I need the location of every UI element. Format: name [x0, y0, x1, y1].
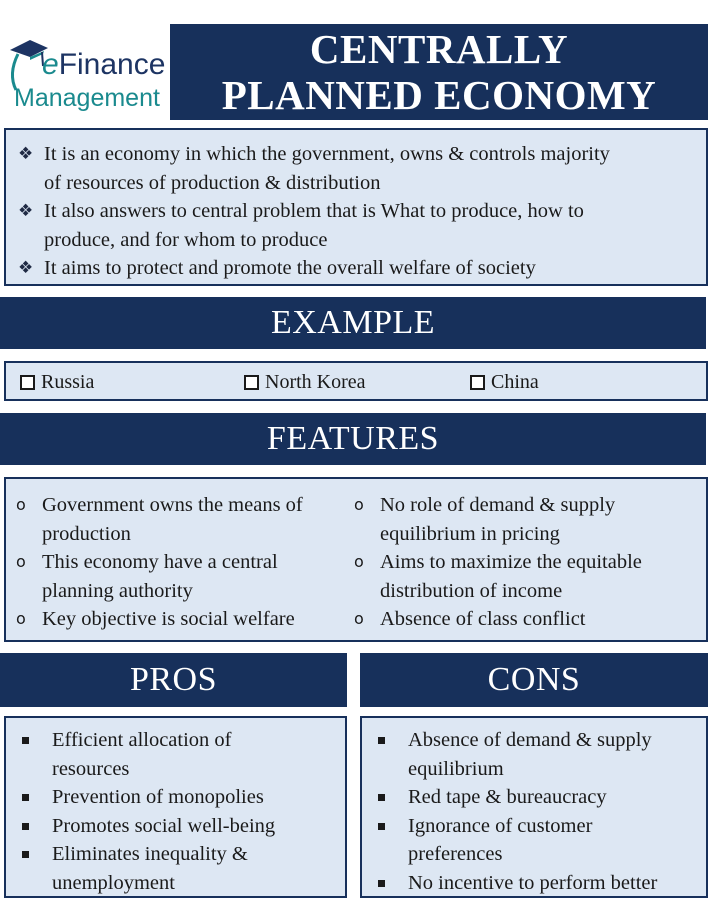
- diamond-bullet-icon: ❖: [18, 201, 34, 221]
- feature-item: o Aims to maximize the equitable distribution of income: [354, 548, 706, 605]
- features-left-column: [16, 491, 356, 634]
- square-bullet-icon: [22, 823, 29, 830]
- square-bullet-icon: [378, 737, 385, 744]
- square-bullet-icon: [378, 823, 385, 830]
- pros-panel: [4, 716, 347, 898]
- pros-item: Eliminates inequality & unemployment: [6, 840, 345, 897]
- cons-item: No incentive to perform better: [362, 869, 706, 898]
- brand-logo: [4, 22, 164, 122]
- feature-item: o Key objective is social welfare: [16, 605, 356, 634]
- feature-item: o This economy have a central planning authority: [16, 548, 356, 605]
- definition-item: ❖ It aims to protect and promote the overall welfare of society: [18, 254, 694, 283]
- diamond-bullet-icon: ❖: [18, 144, 34, 164]
- square-bullet-icon: [378, 880, 385, 887]
- example-panel: [4, 361, 708, 401]
- feature-item: o No role of demand & supply equilibrium in pricing: [354, 491, 706, 548]
- cons-item: Red tape & bureaucracy: [362, 783, 706, 812]
- pros-item: Efficient allocation of resources: [6, 726, 345, 783]
- cons-heading: CONS: [360, 653, 708, 707]
- definition-item: ❖ It is an economy in which the government, owns & controls majority of resources of production & distribution: [18, 140, 694, 197]
- circle-bullet-icon: o: [16, 552, 26, 571]
- page-title: [170, 24, 708, 120]
- circle-bullet-icon: o: [354, 552, 364, 571]
- circle-bullet-icon: o: [354, 609, 364, 628]
- checkbox-icon: [470, 375, 485, 390]
- features-right-column: [354, 491, 706, 634]
- square-bullet-icon: [22, 737, 29, 744]
- title-line-1: CENTRALLY: [309, 26, 569, 72]
- features-panel: [4, 477, 708, 642]
- features-heading: FEATURES: [0, 413, 706, 465]
- definition-panel: [4, 128, 708, 286]
- pros-item: Prevention of monopolies: [6, 783, 345, 812]
- pros-heading: PROS: [0, 653, 347, 707]
- example-heading: EXAMPLE: [0, 297, 706, 349]
- feature-item: o Absence of class conflict: [354, 605, 706, 634]
- title-line-2: PLANNED ECONOMY: [221, 72, 657, 118]
- example-item: Russia: [20, 371, 94, 394]
- circle-bullet-icon: o: [354, 495, 364, 514]
- checkbox-icon: [20, 375, 35, 390]
- square-bullet-icon: [22, 851, 29, 858]
- checkbox-icon: [244, 375, 259, 390]
- feature-item: o Government owns the means of production: [16, 491, 356, 548]
- brand-name-line1: eFinance: [42, 48, 166, 81]
- diamond-bullet-icon: ❖: [18, 258, 34, 278]
- circle-bullet-icon: o: [16, 609, 26, 628]
- circle-bullet-icon: o: [16, 495, 26, 514]
- cons-panel: [360, 716, 708, 898]
- example-item: North Korea: [244, 371, 366, 394]
- cons-item: Ignorance of customer preferences: [362, 812, 706, 869]
- square-bullet-icon: [378, 794, 385, 801]
- pros-item: Promotes social well-being: [6, 812, 345, 841]
- brand-name-line2: Management: [14, 84, 160, 112]
- cons-item: Absence of demand & supply equilibrium: [362, 726, 706, 783]
- example-item: China: [470, 371, 539, 394]
- definition-item: ❖ It also answers to central problem that is What to produce, how to produce, and for whom to produce: [18, 197, 694, 254]
- square-bullet-icon: [22, 794, 29, 801]
